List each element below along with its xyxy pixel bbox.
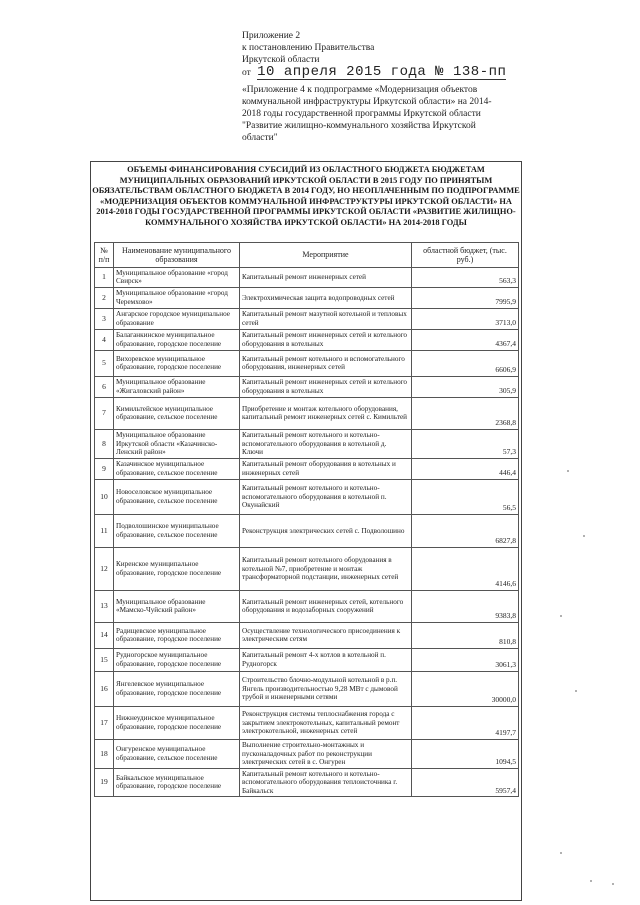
row-activity: Осуществление технологического присоединения к электрическим сетям [240,622,412,648]
table-row [95,706,519,739]
row-number: 6 [95,376,114,397]
table-body [95,268,519,797]
table-row [95,648,519,671]
row-budget: 7995,9 [412,287,519,308]
table-title: ОБЪЕМЫ ФИНАНСИРОВАНИЯ СУБСИДИЙ ИЗ ОБЛАСТНОГО БЮДЖЕТА БЮДЖЕТАМ МУНИЦИПАЛЬНЫХ ОБРАЗОВАНИЙ ИРКУТСКОЙ ОБЛАСТИ В 2015 ГОДУ ПО ПРИНЯТЫМ ОБЯЗАТЕЛЬСТВАМ ОБЛАСТНОГО БЮДЖЕТА В 2014 ГОДУ, НО НЕОПЛАЧЕННЫМ ПО ПОДПРОГРАММЕ «МОДЕРНИЗАЦИЯ ОБЪЕКТОВ КОММУНАЛЬНОЙ ИНФРАСТРУКТУРЫ ИРКУТСКОЙ ОБЛАСТИ» НА 2014-2018 ГОДЫ ГОСУДАРСТВЕННОЙ ПРОГРАММЫ ИРКУТСКОЙ ОБЛАСТИ «РАЗВИТИЕ ЖИЛИЩНО-КОММУНАЛЬНОГО ХОЗЯЙСТВА ИРКУТСКОЙ ОБЛАСТИ» НА 2014-2018 ГОДЫ [92,165,520,227]
row-budget: 6606,9 [412,350,519,376]
row-budget: 57,3 [412,429,519,458]
row-municipality: Муниципальное образование «Жигаловский район» [114,376,240,397]
row-activity: Выполнение строительно-монтажных и пусконаладочных работ по реконструкции электрических сетей в с. Онгурен [240,739,412,768]
row-budget: 3713,0 [412,308,519,329]
row-activity: Реконструкция электрических сетей с. Подволошино [240,514,412,547]
row-municipality: Онгуренское муниципальное образование, сельское поселение [114,739,240,768]
row-budget: 4146,6 [412,547,519,590]
approval-header [242,30,506,80]
table-row [95,397,519,429]
row-municipality: Киренское муниципальное образование, городское поселение [114,547,240,590]
row-municipality: Муниципальное образование «город Черемхово» [114,287,240,308]
row-number: 15 [95,648,114,671]
row-budget: 4197,7 [412,706,519,739]
row-activity: Реконструкция системы теплоснабжения города с закрытием электрокотельных, капитальный ремонт электрокотельной, инженерных сетей [240,706,412,739]
col-header-budget: областной бюджет, (тыс. руб.) [412,243,519,268]
row-activity: Строительство блочно-модульной котельной в р.п. Янгель производительностью 9,28 МВт с дымовой трубой и инженерными сетями [240,671,412,706]
header-date: 10 апреля 2015 года № 138-пп [257,64,507,80]
row-number: 9 [95,458,114,479]
table-header-row [95,243,519,268]
row-budget: 9383,8 [412,590,519,622]
row-activity: Капитальный ремонт котельного и котельно-вспомогательного оборудования в котельной д. Ключи [240,429,412,458]
table-row [95,514,519,547]
row-budget: 30000,0 [412,671,519,706]
row-budget: 6827,8 [412,514,519,547]
table-row [95,547,519,590]
header-from-prefix: от [242,68,251,78]
row-activity: Капитальный ремонт инженерных сетей, котельного оборудования и водозаборных сооружений [240,590,412,622]
row-activity: Капитальный ремонт котельного и котельно-вспомогательного оборудования в котельной п. Окунайский [240,479,412,514]
row-municipality: Радищевское муниципальное образование, городское поселение [114,622,240,648]
table-row [95,329,519,350]
row-budget: 1094,5 [412,739,519,768]
row-number: 11 [95,514,114,547]
table-row [95,308,519,329]
scan-speck [590,880,592,882]
row-municipality: Новоселовское муниципальное образование, сельское поселение [114,479,240,514]
col-header-num: № п/п [95,243,114,268]
row-municipality: Ангарское городское муниципальное образование [114,308,240,329]
row-activity: Капитальный ремонт мазутной котельной и тепловых сетей [240,308,412,329]
row-municipality: Байкальское муниципальное образование, городское поселение [114,768,240,796]
row-activity: Приобретение и монтаж котельного оборудования, капитальный ремонт инженерных сетей с. Кимильтей [240,397,412,429]
row-budget: 3061,3 [412,648,519,671]
row-number: 16 [95,671,114,706]
table-row [95,350,519,376]
row-budget: 56,5 [412,479,519,514]
row-municipality: Балаганкинское муниципальное образование, городское поселение [114,329,240,350]
table-row [95,768,519,796]
row-number: 5 [95,350,114,376]
row-budget: 2368,8 [412,397,519,429]
row-budget: 4367,4 [412,329,519,350]
row-municipality: Кимильтейское муниципальное образование, сельское поселение [114,397,240,429]
table-row [95,458,519,479]
row-activity: Капитальный ремонт 4-х котлов в котельной п. Рудногорск [240,648,412,671]
table-row [95,622,519,648]
financing-table [94,242,519,797]
row-activity: Капитальный ремонт котельного и котельно-вспомогательного оборудования теплоисточника г. Байкальск [240,768,412,796]
table-row [95,287,519,308]
row-municipality: Муниципальное образование «Мамско-Чуйский район» [114,590,240,622]
table-row [95,671,519,706]
row-number: 18 [95,739,114,768]
header-line-2: к постановлению Правительства [242,43,375,53]
row-budget: 305,9 [412,376,519,397]
row-activity: Капитальный ремонт инженерных сетей и котельного оборудования в котельных [240,376,412,397]
row-number: 14 [95,622,114,648]
header-date-line [242,66,506,80]
row-budget: 810,8 [412,622,519,648]
row-budget: 446,4 [412,458,519,479]
row-number: 12 [95,547,114,590]
row-activity: Капитальный ремонт оборудования в котельных и инженерных сетей [240,458,412,479]
row-number: 17 [95,706,114,739]
table-row [95,268,519,288]
row-municipality: Подволошинское муниципальное образование, сельское поселение [114,514,240,547]
row-municipality: Казачинское муниципальное образование, сельское поселение [114,458,240,479]
row-activity: Капитальный ремонт инженерных сетей и котельного оборудования в котельных [240,329,412,350]
row-activity: Капитальный ремонт инженерных сетей [240,268,412,288]
header-line-3: Иркутской области [242,55,320,65]
scan-speck [575,690,577,692]
table-row [95,376,519,397]
appendix-note: «Приложение 4 к подпрограмме «Модернизация объектов коммунальной инфраструктуры Иркутской области» на 2014-2018 годы государственной программы Иркутской области "Развитие жилищно-коммунального хозяйства Иркутской области" [242,85,492,143]
row-budget: 563,3 [412,268,519,288]
row-activity: Капитальный ремонт котельного оборудования в котельной №7, приобретение и монтаж трансформаторной подстанции, инженерных сетей [240,547,412,590]
row-number: 3 [95,308,114,329]
row-number: 1 [95,268,114,288]
row-number: 7 [95,397,114,429]
scan-speck [560,852,562,854]
row-municipality: Рудногорское муниципальное образование, городское поселение [114,648,240,671]
scan-speck [583,535,585,537]
row-activity: Капитальный ремонт котельного и вспомогательного оборудования, инженерных сетей [240,350,412,376]
row-municipality: Янгелевское муниципальное образование, городское поселение [114,671,240,706]
row-municipality: Муниципальное образование «город Свирск» [114,268,240,288]
table-row [95,739,519,768]
row-activity: Электрохимическая защита водопроводных сетей [240,287,412,308]
scan-speck [567,470,569,472]
scan-speck [612,883,614,885]
table-row [95,479,519,514]
row-municipality: Нижнеудинское муниципальное образование, городское поселение [114,706,240,739]
row-municipality: Вихоревское муниципальное образование, городское поселение [114,350,240,376]
header-line-1: Приложение 2 [242,31,301,41]
row-number: 19 [95,768,114,796]
col-header-activity: Мероприятие [240,243,412,268]
row-number: 13 [95,590,114,622]
table-row [95,429,519,458]
scan-speck [560,615,562,617]
row-number: 10 [95,479,114,514]
row-number: 8 [95,429,114,458]
row-number: 4 [95,329,114,350]
col-header-municipality: Наименование муниципального образования [114,243,240,268]
row-municipality: Муниципальное образование Иркутской области «Казачинско-Ленский район» [114,429,240,458]
row-budget: 5957,4 [412,768,519,796]
table-row [95,590,519,622]
row-number: 2 [95,287,114,308]
